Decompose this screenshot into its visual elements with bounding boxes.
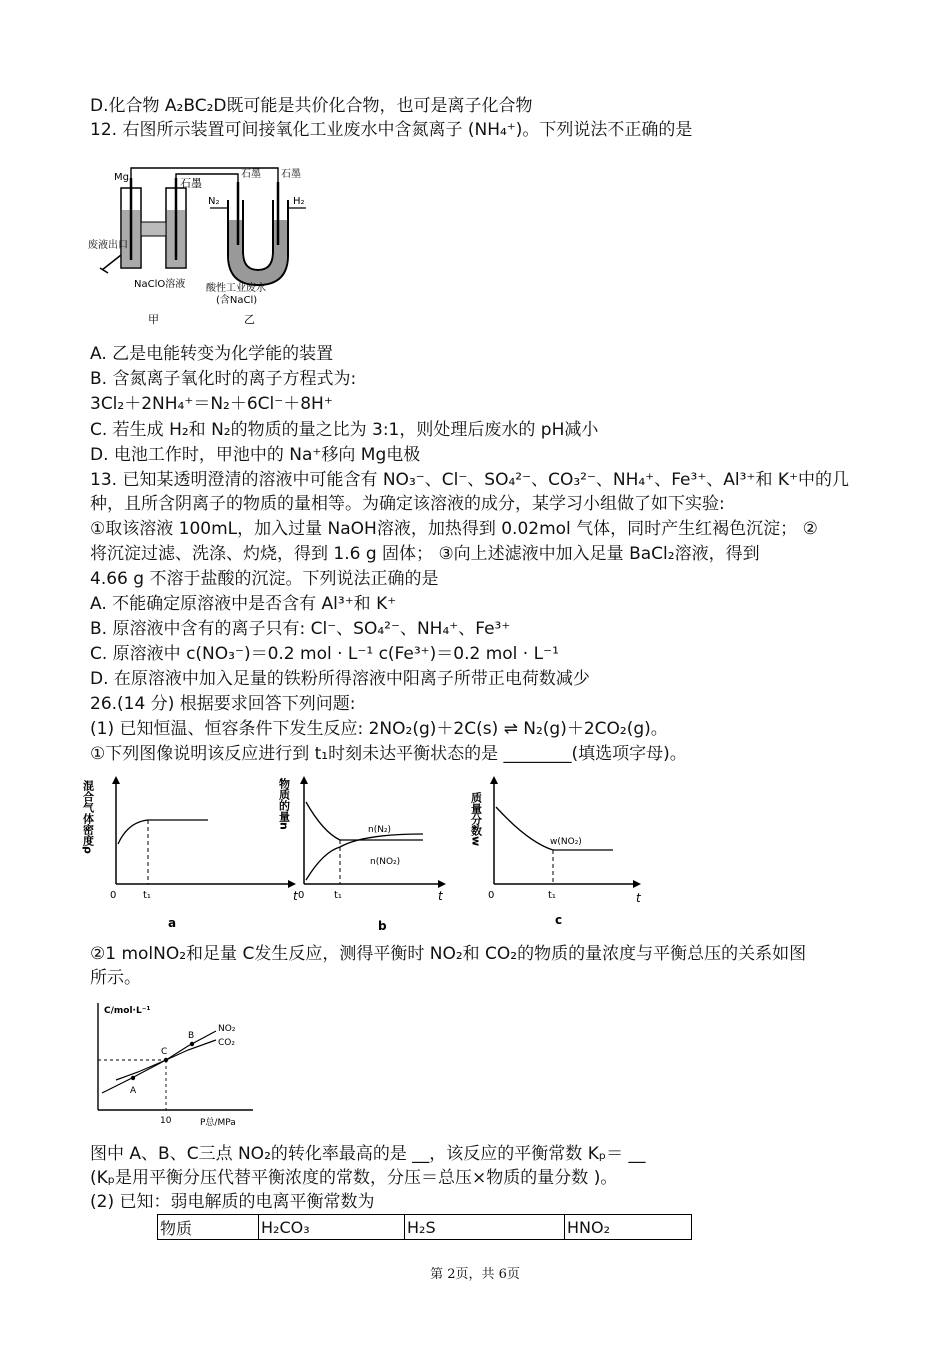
q13-option-b: B. 原溶液中含有的离子只有: Cl⁻、SO₄²⁻、NH₄⁺、Fe³⁺ xyxy=(90,619,511,639)
graph-b-ylabel: 物质的量n xyxy=(277,778,291,830)
graph-c-curve-no2: w(NO₂) xyxy=(550,837,582,847)
nacl-label: (含NaCl) xyxy=(216,295,258,306)
mg-label: Mg xyxy=(114,172,129,183)
waste-outlet-label: 废液出口 xyxy=(88,240,128,251)
pressure-chart-xtick: 10 xyxy=(160,1116,172,1126)
q12-option-d: D. 电池工作时，甲池中的 Na⁺移向 Mg电极 xyxy=(90,445,421,465)
q12-option-b: B. 含氮离子氧化时的离子方程式为: xyxy=(90,369,357,389)
series-no2-label: NO₂ xyxy=(218,1024,236,1034)
graph-a-caption: a xyxy=(168,916,177,930)
graph-b-xlabel: t xyxy=(438,889,443,903)
question-13-stem-4: 将沉淀过滤、洗涤、灼烧，得到 1.6 g 固体； ③向上述滤液中加入足量 BaCl₂溶液，得到 xyxy=(90,544,760,564)
graph-b-curve-no2: n(NO₂) xyxy=(370,857,401,867)
graph-c-xlabel: t xyxy=(636,891,641,905)
graph-a xyxy=(82,776,300,930)
acid-water-label: 酸性工业废水 xyxy=(206,283,266,294)
point-b-marker xyxy=(190,1042,194,1046)
graph-b xyxy=(278,776,447,933)
graphite-label-3: 石墨 xyxy=(281,169,301,180)
graph-a-xlabel: t xyxy=(293,889,298,903)
point-a-marker xyxy=(131,1076,135,1080)
pressure-chart-xlabel: P总/MPa xyxy=(200,1118,236,1128)
question-26-stem: 26.(14 分) 根据要求回答下列问题: xyxy=(90,694,356,714)
q12-option-c: C. 若生成 H₂和 N₂的物质的量之比为 3:1，则处理后废水的 pH减小 xyxy=(90,420,599,440)
q26-part2-stem: (2) 已知：弱电解质的电离平衡常数为 xyxy=(90,1192,375,1212)
table-row xyxy=(158,1215,692,1240)
q26-part1-sub2-4: (Kₚ是用平衡分压代替平衡浓度的常数，分压＝总压×物质的量分数 )。 xyxy=(90,1168,618,1188)
question-13-stem-2: 种，且所含阴离子的物质的量相等。为确定该溶液的成分，某学习小组做了如下实验: xyxy=(90,494,725,514)
table-header-cell: H₂S xyxy=(405,1215,565,1240)
pressure-chart-ylabel: C/mol·L⁻¹ xyxy=(104,1006,151,1016)
cell-yi-label: 乙 xyxy=(244,313,255,326)
point-c-marker xyxy=(164,1058,168,1062)
point-c-label: C xyxy=(161,1047,168,1057)
q12-option-a: A. 乙是电能转变为化学能的装置 xyxy=(90,344,334,364)
q13-option-d: D. 在原溶液中加入足量的铁粉所得溶液中阳离子所带正电荷数减少 xyxy=(90,669,590,689)
h2-outlet-label: H₂ xyxy=(293,196,305,207)
table-header-cell: HNO₂ xyxy=(565,1215,692,1240)
cell-jia-label: 甲 xyxy=(148,313,159,326)
q26-part1-sub1: ①下列图像说明该反应进行到 t₁时刻未达平衡状态的是 ________(填选项字母)。 xyxy=(90,744,687,764)
graphite-label-2: 石墨 xyxy=(241,169,261,180)
graph-a-t1: t₁ xyxy=(143,890,151,901)
q13-option-c: C. 原溶液中 c(NO₃⁻)＝0.2 mol · L⁻¹ c(Fe³⁺)＝0.2 mol · L⁻¹ xyxy=(90,644,559,664)
graph-c-origin: 0 xyxy=(488,890,495,901)
question-13-stem-1: 13. 已知某透明澄清的溶液中可能含有 NO₃⁻、Cl⁻、SO₄²⁻、CO₃²⁻、NH₄⁺、Fe³⁺、Al³⁺和 K⁺中的几 xyxy=(90,470,849,490)
q26-part1-sub2-3: 图中 A、B、C三点 NO₂的转化率最高的是 __，该反应的平衡常数 Kₚ＝ __ xyxy=(90,1144,646,1164)
graph-b-caption: b xyxy=(378,919,387,933)
point-b-label: B xyxy=(188,1031,195,1041)
graph-b-t1: t₁ xyxy=(334,890,342,901)
q12-option-b-equation: 3Cl₂＋2NH₄⁺＝N₂＋6Cl⁻＋8H⁺ xyxy=(90,394,333,414)
table-header-cell: H₂CO₃ xyxy=(259,1215,405,1240)
point-a-label: A xyxy=(130,1086,137,1096)
graphite-label-1: 石墨 xyxy=(180,177,202,190)
q26-part1-sub2-1: ②1 molNO₂和足量 C发生反应，测得平衡时 NO₂和 CO₂的物质的量浓度与平衡总压的关系如图 xyxy=(90,944,807,964)
electrolysis-apparatus-figure xyxy=(88,160,318,330)
q13-option-a: A. 不能确定原溶液中是否含有 Al³⁺和 K⁺ xyxy=(90,594,397,614)
graph-c-caption: c xyxy=(555,913,563,927)
graph-a-ylabel: 混合气体密度ρ xyxy=(81,780,95,854)
graph-c xyxy=(470,776,643,927)
table-header-cell: 物质 xyxy=(158,1215,259,1240)
n2-outlet-label: N₂ xyxy=(208,196,220,207)
question-13-stem-3: ①取该溶液 100mL，加入过量 NaOH溶液，加热得到 0.02mol 气体，同时产生红褐色沉淀； ② xyxy=(90,519,818,539)
q26-part1-reaction: (1) 已知恒温、恒容条件下发生反应: 2NO₂(g)＋2C(s) ⇌ N₂(g)＋2CO₂(g)。 xyxy=(90,719,668,739)
graph-b-curve-n2: n(N₂) xyxy=(368,825,392,835)
option-d-line: D.化合物 A₂BC₂D既可能是共价化合物，也可是离子化合物 xyxy=(90,96,533,116)
naclo-label: NaClO溶液 xyxy=(134,279,186,290)
series-no2-line xyxy=(102,1031,216,1093)
concentration-pressure-chart xyxy=(88,998,263,1133)
question-13-stem-5: 4.66 g 不溶于盐酸的沉淀。下列说法正确的是 xyxy=(90,569,439,589)
equilibrium-graphs-figure xyxy=(81,772,648,937)
question-12-stem: 12. 右图所示装置可间接氧化工业废水中含氮离子 (NH₄⁺)。下列说法不正确的是 xyxy=(90,120,693,140)
graph-a-origin: 0 xyxy=(110,890,117,901)
graph-c-ylabel: 质量分数w xyxy=(469,792,483,847)
graph-c-t1: t₁ xyxy=(548,890,556,901)
series-co2-label: CO₂ xyxy=(218,1038,235,1048)
graph-b-origin: 0 xyxy=(298,890,305,901)
q26-part1-sub2-2: 所示。 xyxy=(90,968,141,988)
ionization-constant-table xyxy=(157,1214,692,1240)
page-footer: 第 2页，共 6页 xyxy=(430,1267,520,1282)
